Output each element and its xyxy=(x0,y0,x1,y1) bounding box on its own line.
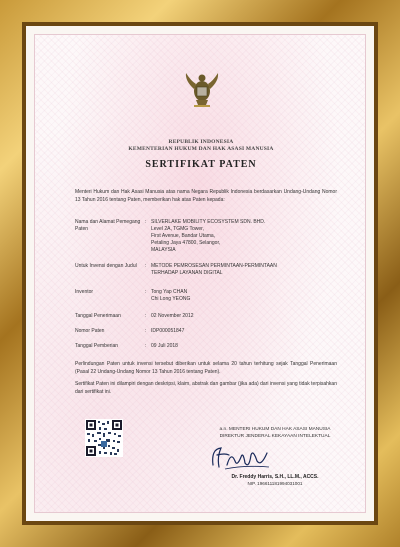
signatory-nip: NIP. 196611181994031001 xyxy=(247,481,303,486)
signatory-line-2: DIREKTUR JENDERAL KEKAYAAN INTELEKTUAL xyxy=(219,434,331,439)
inventor-line: Tong Yap CHAN xyxy=(151,289,188,295)
certificate-title: SERTIFIKAT PATEN xyxy=(145,159,257,170)
patent-number-value: IDP000051847 xyxy=(151,328,185,334)
grant-date-label: Tanggal Pemberian xyxy=(75,343,119,349)
republic-heading: REPUBLIK INDONESIA xyxy=(168,139,234,145)
protection-paragraph: Perlindungan Paten untuk invensi tersebut diberikan untuk selama 20 tahun terhitung sejak Tanggal Penerimaan (Pasal 22 Undang-Undang Nomor 13 Tahun 2016 tentang Paten). xyxy=(75,361,337,375)
holder-line: MALAYSIA xyxy=(151,247,176,253)
holder-line: First Avenue, Bandar Utama, xyxy=(151,233,216,239)
intro-text: Menteri Hukum dan Hak Asasi Manusia atas nama Negara Republik Indonesia berdasarkan Undang-Undang Nomor 13 Tahun 2016 tentang Paten, memberikan hak atas Paten kepada: xyxy=(75,189,337,203)
filing-date-value: 02 November 2012 xyxy=(151,313,194,319)
holder-line: SILVERLAKE MOBILITY ECOSYSTEM SDN. BHD. xyxy=(151,219,266,225)
title-line: TERHADAP LAYANAN DIGITAL xyxy=(151,270,223,276)
qr-code-icon xyxy=(85,419,123,457)
colon: : xyxy=(145,328,147,334)
holder-line: Level 2A, TGMG Tower, xyxy=(151,226,204,232)
colon: : xyxy=(145,219,147,225)
invention-title-label: Untuk Invensi dengan Judul xyxy=(75,263,137,269)
colon: : xyxy=(145,313,147,319)
grant-date-value: 09 Juli 2018 xyxy=(151,343,178,349)
certificate-mat xyxy=(26,26,374,521)
holder-value xyxy=(151,219,341,254)
colon: : xyxy=(145,263,147,269)
inventor-line: Chi Long YEONG xyxy=(151,296,191,302)
invention-title-value xyxy=(151,263,341,277)
garuda-emblem-icon xyxy=(183,69,221,109)
colon: : xyxy=(145,289,147,295)
handwritten-signature xyxy=(205,443,275,473)
holder-line: Petaling Jaya 47800, Selangor, xyxy=(151,240,221,246)
signatory-name: Dr. Freddy Harris, S.H., LL.M., ACCS. xyxy=(231,474,319,480)
ministry-heading: KEMENTERIAN HUKUM DAN HAK ASASI MANUSIA xyxy=(128,146,274,152)
holder-label: Nama dan Alamat Pemegang Paten xyxy=(75,219,141,232)
inventor-label: Inventor xyxy=(75,289,94,295)
patent-number-label: Nomor Paten xyxy=(75,328,105,334)
title-line: METODE PEMROSESAN PERMINTAAN-PERMINTAAN xyxy=(151,263,277,269)
attachment-paragraph: Sertifikat Paten ini dilampiri dengan deskripsi, klaim, abstrak dan gambar (jika ada) dari invensi yang tidak terpisahkan dari sertifikat ini. xyxy=(75,381,337,395)
filing-date-label: Tanggal Penerimaan xyxy=(75,313,121,319)
signatory-line-1: a.n. MENTERI HUKUM DAN HAK ASASI MANUSIA xyxy=(219,427,331,432)
inventor-value xyxy=(151,289,341,303)
patent-certificate xyxy=(34,34,366,513)
colon: : xyxy=(145,343,147,349)
